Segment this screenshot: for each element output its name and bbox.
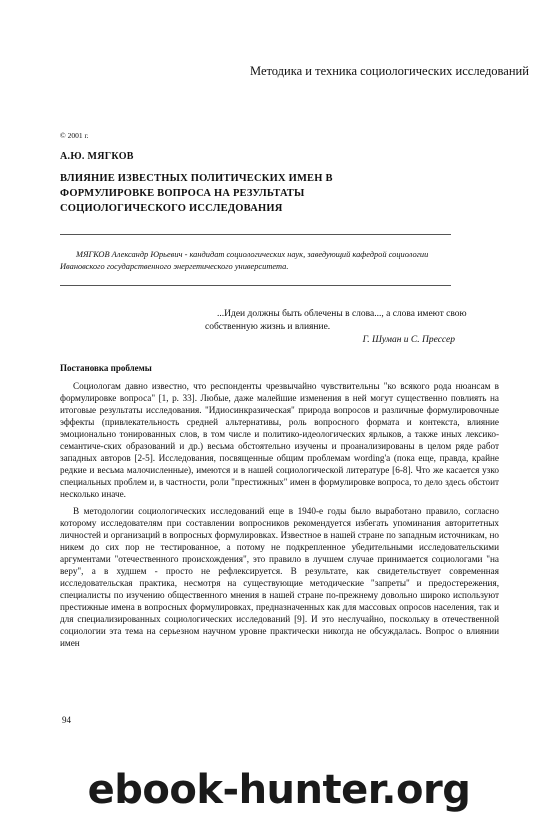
divider-top (60, 234, 451, 235)
copyright-notice: © 2001 г. (60, 131, 89, 140)
page-number: 94 (62, 715, 71, 725)
author-bio: МЯГКОВ Александр Юрьевич - кандидат социологических наук, заведующий кафедрой социологии Ивановского государственного энергетического университета. (60, 250, 429, 271)
epigraph-author: Г. Шуман и С. Прессер (362, 335, 455, 345)
epigraph: ...Идеи должны быть облечены в слова..., а слова имеют свою собственную жизнь и влияние. (205, 309, 467, 332)
journal-header: Методика и техника социологических исследований (250, 64, 529, 78)
section-heading: Постановка проблемы (60, 363, 152, 373)
watermark-logo: ebook-hunter.org (87, 767, 471, 813)
article-title: ВЛИЯНИЕ ИЗВЕСТНЫХ ПОЛИТИЧЕСКИХ ИМЕН В ФОРМУЛИРОВКЕ ВОПРОСА НА РЕЗУЛЬТАТЫ СОЦИОЛОГИЧЕСКОГО ИССЛЕДОВАНИЯ (60, 173, 333, 214)
divider-bottom (60, 285, 451, 286)
body-paragraph: Социологам давно известно, что респонденты чрезвычайно чувствительны "ко всякого рода нюансам в формулировке вопроса" [1, р. 33]. Любые, даже малейшие изменения в ней могут существенно повлиять на итоговые результаты исследования. "Идиосинкразическая" природа вопросов и различные формулировочные эффекты (привлекательность средней альтернативы, роль вопросного формата и контекста, влияние эмоционально тонированных слов, в том числе и политико-идеологических ярлыков, а также иных лексико-семантиче-ских образований и др.) весьма обстоятельно изучены и проанализированы в целом ряде работ западных авторов [2-5]. Исследования, посвященные общим проблемам wording'a (пока еще, правда, крайне редкие и весьма малочисленные), имеются и в нашей социологической литературе [6-8]. Что же касается узко специальных проблем и, в частности, роли "престижных" имен в формулировке вопроса, то дело здесь обстоит несколько иначе. (60, 381, 499, 499)
article-author: А.Ю. МЯГКОВ (60, 151, 134, 162)
body-paragraph: В методологии социологических исследований еще в 1940-е годы было выработано правило, согласно которому исследователям при составлении вопросников рекомендуется избегать упоминания авторитетных личностей и организаций в вопросных формулировках. Известное в нашей стране по западным источникам, но никем до сих пор не тестированное, а потому не подкрепленное убедительными исследовательскими аргументами "отечественного происхождения", это правило в лучшем случае принимается социологами "на веру", а в худшем - просто не рефлексируется. В результате, как свидетельствует современная исследовательская практика, несмотря на существующие методические "запреты" и предостережения, специалисты по изучению общественного мнения в нашей стране по-прежнему довольно широко используют престижные имена в вопросных формулировках, предназначенных как для массовых опросов населения, так и для специализированных социологических исследований [9]. И это неслучайно, поскольку в отечественной социологии эта тема на серьезном научном уровне практически никогда не обсуждалась. Вопрос о влиянии имен (60, 506, 499, 648)
